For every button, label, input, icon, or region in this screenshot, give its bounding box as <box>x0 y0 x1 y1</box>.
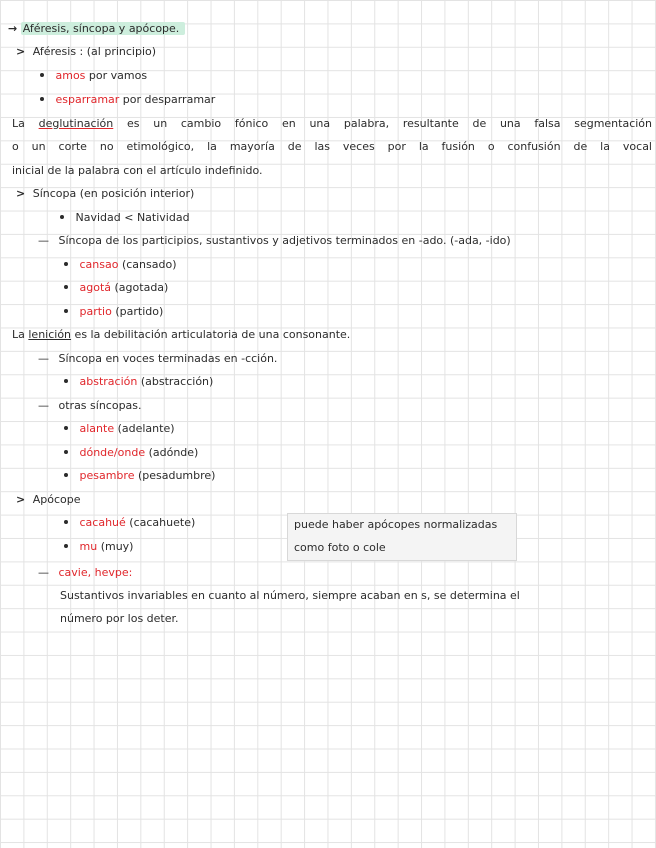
otras-item-3 <box>64 469 215 483</box>
example-word: partio <box>79 305 112 318</box>
note-line-1: puede haber apócopes normalizadas <box>294 518 498 531</box>
example-word: dónde/onde <box>79 446 146 459</box>
page-title <box>8 22 185 36</box>
ccion-item-1 <box>64 375 213 389</box>
example-gloss: (adelante) <box>117 422 175 435</box>
example-gloss: (pesadumbre) <box>137 469 216 482</box>
bullet-icon <box>64 520 68 524</box>
example-word: cacahué <box>79 516 126 529</box>
example-word: alante <box>79 422 115 435</box>
example-gloss: (abstracción) <box>140 375 214 388</box>
bullet-icon <box>64 473 68 477</box>
bullet-icon <box>64 379 68 383</box>
example-word: agotá <box>79 281 112 294</box>
dash-text: Síncopa en voces terminadas en -cción. <box>58 352 278 365</box>
apocope-dash <box>38 566 132 580</box>
example-gloss: (agotada) <box>114 281 169 294</box>
aferesis-item-1 <box>40 69 147 83</box>
dash-icon: — <box>38 566 49 579</box>
aferesis-heading <box>16 45 156 59</box>
apocope-heading <box>16 493 80 507</box>
dash-icon: — <box>38 399 49 412</box>
participio-item-2 <box>64 281 168 295</box>
sincopa-dash-ccion <box>38 352 277 366</box>
term-deglutinacion: deglutinación <box>38 117 114 130</box>
bullet-icon <box>64 309 68 313</box>
paragraph-text: inicial de la palabra con el artículo indefinido. <box>12 164 263 177</box>
paragraph-text: número por los deter. <box>60 612 179 625</box>
example-word: amos <box>55 69 86 82</box>
bullet-icon <box>64 285 68 289</box>
deglutinacion-line-2 <box>12 140 652 154</box>
example-gloss: (muy) <box>100 540 134 553</box>
dash-text: otras síncopas. <box>58 399 142 412</box>
example-word: pesambre <box>79 469 135 482</box>
deglutinacion-line-1 <box>12 117 652 131</box>
example-word: esparramar <box>55 93 120 106</box>
paragraph-text: La <box>12 117 25 130</box>
example-gloss: (cacahuete) <box>129 516 196 529</box>
bullet-icon <box>64 262 68 266</box>
example-word: cavie, hevpe: <box>58 566 133 579</box>
lenicion-line <box>12 328 350 342</box>
sincopa-dash-otras <box>38 399 142 413</box>
chevron-right-icon: > <box>16 45 26 58</box>
note-line-2: como foto o cole <box>294 541 386 554</box>
sincopa-heading-text: Síncopa (en posición interior) <box>32 187 195 200</box>
term-lenicion: lenición <box>28 328 72 341</box>
paragraph-text: es un cambio fónico en una palabra, resultante de una falsa segmentación <box>127 117 653 130</box>
otras-item-2 <box>64 446 198 460</box>
bullet-icon <box>40 73 44 77</box>
paragraph-text: o un corte no etimológico, la mayoría de las veces por la fusión o confusión de la vocal <box>12 140 652 153</box>
dash-icon: — <box>38 352 49 365</box>
participio-item-1 <box>64 258 177 272</box>
sincopa-heading <box>16 187 194 201</box>
apocope-paragraph-line-1 <box>60 589 520 603</box>
paragraph-text: es la debilitación articulatoria de una consonante. <box>74 328 351 341</box>
example-gloss: (cansado) <box>121 258 177 271</box>
example-word: cansao <box>79 258 119 271</box>
apocope-paragraph-line-2 <box>60 612 179 626</box>
aferesis-heading-text: Aféresis : (al principio) <box>32 45 157 58</box>
paragraph-text: Sustantivos invariables en cuanto al número, siempre acaban en s, se determina el <box>60 589 520 602</box>
aferesis-item-2 <box>40 93 215 107</box>
example-gloss: (partido) <box>115 305 164 318</box>
example-text: Navidad < Natividad <box>75 211 190 224</box>
chevron-right-icon: > <box>16 187 26 200</box>
example-gloss: por vamos <box>88 69 148 82</box>
dash-text: Síncopa de los participios, sustantivos y adjetivos terminados en -ado. (-ada, -ido) <box>58 234 511 247</box>
bullet-icon <box>64 450 68 454</box>
example-gloss: por desparramar <box>122 93 216 106</box>
otras-item-1 <box>64 422 175 436</box>
paragraph-text: La <box>12 328 25 341</box>
example-word: mu <box>79 540 98 553</box>
apocope-item-1 <box>64 516 195 530</box>
bullet-icon <box>64 544 68 548</box>
dash-icon: — <box>38 234 49 247</box>
sincopa-dash-participios <box>38 234 511 248</box>
apocope-item-2 <box>64 540 133 554</box>
title-text: Aféresis, síncopa y apócope. <box>21 22 186 35</box>
apocope-heading-text: Apócope <box>32 493 81 506</box>
deglutinacion-line-3 <box>12 164 263 178</box>
example-word: abstración <box>79 375 138 388</box>
bullet-icon <box>64 426 68 430</box>
bullet-icon <box>40 97 44 101</box>
participio-item-3 <box>64 305 163 319</box>
chevron-right-icon: > <box>16 493 26 506</box>
sincopa-item-navidad <box>60 211 190 225</box>
example-gloss: (adónde) <box>148 446 199 459</box>
bullet-icon <box>60 215 64 219</box>
arrow-right-icon: → <box>8 22 18 35</box>
